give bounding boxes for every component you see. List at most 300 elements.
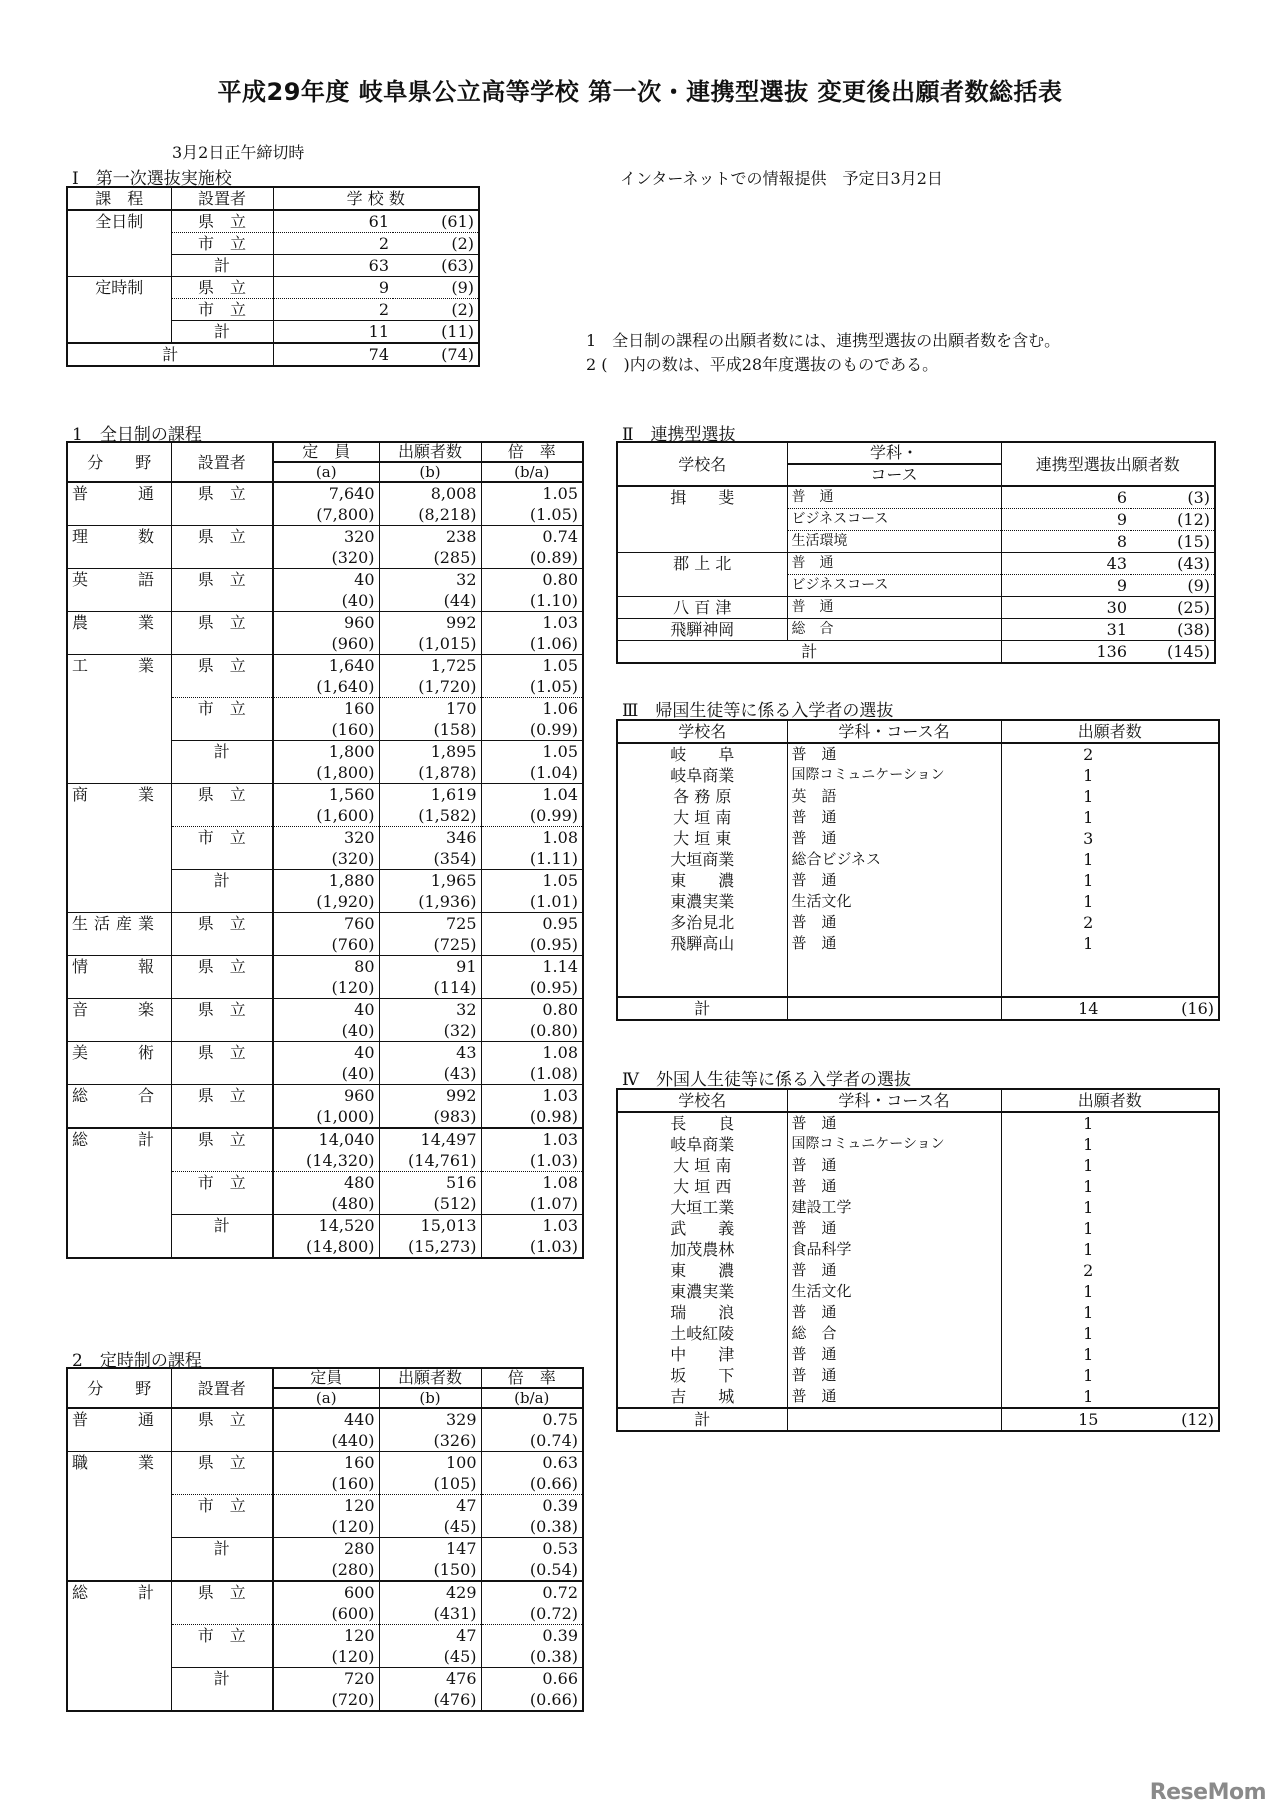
count-cell: 1: [1001, 1365, 1175, 1386]
count-cell: 63: [273, 255, 393, 277]
parttime-header-cap-sub: (a): [273, 1388, 379, 1408]
prev-count-cell: (15): [1131, 531, 1215, 553]
dept-cell: 普 通: [787, 743, 1001, 765]
table-row: [617, 807, 1219, 828]
field-cell: 工 業: [67, 655, 171, 784]
count-spacer: [1175, 1323, 1219, 1344]
count-spacer: [1175, 849, 1219, 870]
capacity-cell: 280: [273, 1538, 379, 1560]
field-cell: 職 業: [67, 1452, 171, 1582]
count-cell: 2: [273, 299, 393, 321]
prev-ratio-cell: (0.72): [481, 1603, 583, 1625]
school-cell: 八 百 津: [617, 597, 787, 619]
ratio-cell: 1.05: [481, 482, 583, 504]
prev-ratio-cell: (0.89): [481, 547, 583, 569]
applicants-cell: 992: [379, 612, 481, 634]
capacity-cell: 320: [273, 827, 379, 849]
field-cell: 英 語: [67, 569, 171, 612]
capacity-cell: 7,640: [273, 482, 379, 504]
note-2: 2 ( )内の数は、平成28年度選抜のものである。: [586, 355, 939, 374]
dept-cell: 国際コミュニケーション: [787, 765, 1001, 786]
total-count: 74: [273, 343, 393, 366]
ratio-cell: 0.95: [481, 913, 583, 935]
ratio-cell: 0.39: [481, 1495, 583, 1517]
table-row: [67, 999, 583, 1021]
gaikoku-header-count: 出願者数: [1001, 1089, 1219, 1112]
count-spacer: [1175, 933, 1219, 954]
capacity-cell: 120: [273, 1495, 379, 1517]
school-cell: 武 義: [670, 1219, 735, 1238]
schools-table: [66, 186, 480, 367]
capacity-cell: 440: [273, 1408, 379, 1430]
capacity-cell: 40: [273, 999, 379, 1021]
school-cell: 岐 阜: [670, 745, 735, 764]
ratio-cell: 1.03: [481, 1215, 583, 1237]
owner-cell: 県 立: [171, 655, 273, 698]
count-cell: 1: [1001, 933, 1175, 954]
dept-cell: 総 合: [787, 1323, 1001, 1344]
prev-count-cell: (3): [1187, 488, 1211, 507]
count-spacer: [1175, 1134, 1219, 1155]
fulltime-header-owner: 設置者: [171, 442, 273, 482]
prev-applicants-cell: (45): [379, 1646, 481, 1668]
kikoku-header-dept: 学科・コース名: [787, 720, 1001, 743]
field-cell: 生活産業: [67, 913, 171, 956]
fulltime-header-cap: 定 員: [273, 442, 379, 462]
fulltime-header-ratio: 倍 率: [481, 442, 583, 462]
table-row: [617, 1302, 1219, 1323]
count-cell: 2: [1001, 912, 1175, 933]
course-cell: 全日制: [95, 212, 144, 231]
owner-cell: 計: [171, 255, 273, 277]
owner-cell: 県 立: [171, 569, 273, 612]
applicants-cell: 8,008: [379, 482, 481, 504]
owner-cell: 県 立: [171, 956, 273, 999]
parttime-header-app-sub: (b): [379, 1388, 481, 1408]
school-cell: 飛騨神岡: [617, 619, 787, 641]
applicants-cell: 429: [379, 1581, 481, 1603]
count-spacer: [1175, 1365, 1219, 1386]
deadline-note: 3月2日正午締切時: [172, 143, 305, 162]
prev-count-cell: (9): [1131, 575, 1215, 597]
count-cell: 3: [1001, 828, 1175, 849]
applicants-cell: 1,965: [379, 870, 481, 892]
field-cell: 商 業: [67, 784, 171, 913]
applicants-cell: 100: [379, 1452, 481, 1474]
count-cell: 1: [1001, 870, 1175, 891]
capacity-cell: 40: [273, 569, 379, 591]
prev-ratio-cell: (1.06): [481, 633, 583, 655]
capacity-cell: 960: [273, 1085, 379, 1107]
owner-cell: 市 立: [171, 299, 273, 321]
capacity-cell: 14,040: [273, 1128, 379, 1150]
applicants-cell: 1,619: [379, 784, 481, 806]
applicants-cell: 1,895: [379, 741, 481, 763]
capacity-cell: 600: [273, 1581, 379, 1603]
header-owner: 設置者: [171, 187, 273, 210]
dept-cell: 普 通: [787, 828, 1001, 849]
prev-ratio-cell: (0.38): [481, 1516, 583, 1538]
count-cell: 1: [1001, 1386, 1175, 1408]
ratio-cell: 1.08: [481, 1172, 583, 1194]
count-spacer: [1175, 1344, 1219, 1365]
count-spacer: [1175, 786, 1219, 807]
prev-count-cell: (9): [393, 277, 479, 299]
count-cell: 1: [1001, 1323, 1175, 1344]
table-row: [617, 619, 1215, 641]
total-row: [617, 997, 1219, 1020]
table-row: [617, 1218, 1219, 1239]
school-cell: 大垣工業: [670, 1198, 735, 1217]
count-cell: 1: [1001, 1218, 1175, 1239]
owner-cell: 市 立: [171, 233, 273, 255]
count-spacer: [1175, 1239, 1219, 1260]
prev-capacity-cell: (320): [273, 547, 379, 569]
total-prev-count: (74): [393, 343, 479, 366]
dept-cell: 建設工学: [787, 1197, 1001, 1218]
count-cell: 9: [1001, 509, 1131, 531]
table-row: [617, 743, 1219, 765]
owner-cell: 県 立: [171, 1581, 273, 1625]
count-cell: 1: [1001, 1134, 1175, 1155]
owner-cell: 県 立: [171, 210, 273, 233]
dept-cell: 生活文化: [787, 1281, 1001, 1302]
prev-ratio-cell: (0.80): [481, 1020, 583, 1042]
blank-cell: [1001, 975, 1175, 997]
count-cell: 9: [273, 277, 393, 299]
ratio-cell: 0.53: [481, 1538, 583, 1560]
school-cell: 吉 城: [670, 1387, 735, 1406]
ratio-cell: 1.05: [481, 741, 583, 763]
prev-count-cell: (63): [393, 255, 479, 277]
count-cell: 2: [273, 233, 393, 255]
table-row: [67, 1085, 583, 1107]
prev-capacity-cell: (120): [273, 1516, 379, 1538]
parttime-header-app: 出願者数: [379, 1368, 481, 1388]
blank-cell: [787, 975, 1001, 997]
table-row: [617, 933, 1219, 954]
count-spacer: [1175, 1218, 1219, 1239]
prev-applicants-cell: (1,936): [379, 891, 481, 913]
blank-cell: [617, 954, 787, 975]
prev-capacity-cell: (1,920): [273, 891, 379, 913]
dept-cell: 普 通: [787, 1260, 1001, 1281]
table-row: [617, 828, 1219, 849]
total-row: [67, 343, 479, 366]
applicants-cell: 992: [379, 1085, 481, 1107]
kikoku-header-school: 学校名: [678, 722, 727, 741]
internet-note: インターネットでの情報提供 予定日3月2日: [620, 169, 943, 188]
count-spacer: [1175, 1176, 1219, 1197]
field-cell: 総 計: [67, 1581, 171, 1711]
prev-capacity-cell: (720): [273, 1689, 379, 1711]
table-row: [617, 954, 1219, 975]
count-cell: 1: [1001, 1155, 1175, 1176]
table-row: [617, 486, 1215, 509]
prev-ratio-cell: (0.54): [481, 1559, 583, 1581]
renkei-header-count: 連携型選抜出願者数: [1001, 442, 1215, 486]
table-row: [67, 956, 583, 978]
ratio-cell: 0.63: [481, 1452, 583, 1474]
kikoku-title: Ⅲ 帰国生徒等に係る入学者の選抜: [622, 701, 894, 721]
owner-cell: 計: [171, 1668, 273, 1712]
dept-cell: 普 通: [787, 486, 1001, 509]
count-cell: 61: [273, 210, 393, 233]
count-cell: 6: [1001, 486, 1131, 509]
dept-cell: 食品科学: [787, 1239, 1001, 1260]
count-cell: 1: [1001, 1344, 1175, 1365]
total-prev-count: (12): [1175, 1408, 1219, 1431]
prev-applicants-cell: (725): [379, 934, 481, 956]
fulltime-header-app: 出願者数: [379, 442, 481, 462]
applicants-cell: 725: [379, 913, 481, 935]
school-cell: 東 濃: [670, 871, 735, 890]
owner-cell: 県 立: [171, 784, 273, 827]
table-row: [617, 1386, 1219, 1408]
dept-cell: 普 通: [787, 1365, 1001, 1386]
ratio-cell: 1.05: [481, 655, 583, 677]
school-cell: 瑞 浪: [670, 1303, 735, 1322]
prev-count-cell: (12): [1131, 509, 1215, 531]
count-spacer: [1175, 1260, 1219, 1281]
blank-cell: [1175, 954, 1219, 975]
prev-count-cell: (2): [393, 233, 479, 255]
parttime-title: 2 定時制の課程: [72, 1351, 202, 1371]
dept-cell: 普 通: [787, 597, 1001, 619]
prev-capacity-cell: (40): [273, 1063, 379, 1085]
dept-cell: 生活環境: [787, 531, 1001, 553]
field-cell: 総 計: [67, 1128, 171, 1258]
prev-ratio-cell: (0.66): [481, 1473, 583, 1495]
ratio-cell: 1.08: [481, 827, 583, 849]
prev-count-cell: (61): [441, 212, 474, 231]
capacity-cell: 160: [273, 1452, 379, 1474]
school-cell: 土岐紅陵: [670, 1324, 735, 1343]
blank-cell: [617, 975, 787, 997]
count-cell: 1: [1001, 765, 1175, 786]
table-row: [617, 1260, 1219, 1281]
field-cell: 情 報: [67, 956, 171, 999]
field-cell: 普 通: [72, 1410, 161, 1429]
prev-applicants-cell: (105): [379, 1473, 481, 1495]
applicants-cell: 1,725: [379, 655, 481, 677]
school-cell: 岐阜商業: [670, 766, 735, 785]
owner-cell: 県 立: [171, 277, 273, 299]
owner-cell: 県 立: [171, 612, 273, 655]
prev-capacity-cell: (120): [273, 1646, 379, 1668]
count-spacer: [1175, 1112, 1219, 1134]
prev-ratio-cell: (0.66): [481, 1689, 583, 1711]
blank-cell: [1175, 975, 1219, 997]
owner-cell: 県 立: [171, 482, 273, 526]
owner-cell: 県 立: [171, 913, 273, 956]
school-cell: 大 垣 南: [673, 1156, 732, 1175]
total-blank: [787, 997, 1001, 1020]
renkei-header-dept-2: コース: [787, 464, 1001, 486]
gaikoku-title: Ⅳ 外国人生徒等に係る入学者の選抜: [622, 1070, 911, 1090]
applicants-cell: 14,497: [379, 1128, 481, 1150]
count-spacer: [1175, 1197, 1219, 1218]
table-row: [67, 913, 583, 935]
table-row: [67, 210, 479, 233]
count-cell: 1: [1001, 891, 1175, 912]
count-cell: 1: [1001, 1281, 1175, 1302]
prev-capacity-cell: (160): [273, 1473, 379, 1495]
ratio-cell: 0.75: [481, 1408, 583, 1430]
field-cell: 音 楽: [67, 999, 171, 1042]
prev-capacity-cell: (14,800): [273, 1236, 379, 1258]
gaikoku-header-school: 学校名: [678, 1091, 727, 1110]
fulltime-header-ratio-sub: (b/a): [481, 462, 583, 482]
total-label: 計: [617, 997, 787, 1020]
school-cell: 坂 下: [670, 1366, 735, 1385]
prev-ratio-cell: (1.08): [481, 1063, 583, 1085]
dept-cell: 英 語: [787, 786, 1001, 807]
count-cell: 1: [1001, 807, 1175, 828]
owner-cell: 県 立: [171, 1128, 273, 1172]
total-count: 136: [1001, 641, 1131, 664]
dept-cell: 普 通: [787, 1155, 1001, 1176]
prev-count-cell: (38): [1131, 619, 1215, 641]
field-cell: 普 通: [72, 484, 161, 503]
prev-capacity-cell: (1,800): [273, 762, 379, 784]
prev-ratio-cell: (1.01): [481, 891, 583, 913]
dept-cell: 普 通: [787, 1218, 1001, 1239]
school-cell: 長 良: [670, 1114, 735, 1133]
capacity-cell: 160: [273, 698, 379, 720]
owner-cell: 市 立: [171, 1625, 273, 1668]
count-spacer: [1175, 870, 1219, 891]
table-row: [617, 1239, 1219, 1260]
prev-applicants-cell: (8,218): [379, 504, 481, 526]
ratio-cell: 0.72: [481, 1581, 583, 1603]
total-count: 14: [1001, 997, 1175, 1020]
kikoku-header-count: 出願者数: [1001, 720, 1219, 743]
owner-cell: 市 立: [171, 698, 273, 741]
school-cell: 東 濃: [670, 1261, 735, 1280]
total-blank: [787, 1408, 1001, 1431]
prev-ratio-cell: (0.38): [481, 1646, 583, 1668]
prev-applicants-cell: (1,720): [379, 676, 481, 698]
school-cell: 飛騨高山: [670, 934, 735, 953]
parttime-header-cap: 定員: [273, 1368, 379, 1388]
applicants-cell: 15,013: [379, 1215, 481, 1237]
prev-ratio-cell: (0.74): [481, 1430, 583, 1452]
field-cell: 美 術: [67, 1042, 171, 1085]
capacity-cell: 1,560: [273, 784, 379, 806]
applicants-cell: 47: [379, 1625, 481, 1647]
dept-cell: 普 通: [787, 870, 1001, 891]
total-row: [617, 641, 1215, 664]
total-label: 計: [617, 1408, 787, 1431]
total-label: 計: [67, 343, 273, 366]
ratio-cell: 1.14: [481, 956, 583, 978]
prev-capacity-cell: (280): [273, 1559, 379, 1581]
count-cell: 9: [1001, 575, 1131, 597]
applicants-cell: 170: [379, 698, 481, 720]
header-count: 学 校 数: [273, 187, 479, 210]
prev-applicants-cell: (983): [379, 1106, 481, 1128]
table-row: [617, 870, 1219, 891]
owner-cell: 県 立: [171, 1452, 273, 1495]
page-title: 平成29年度 岐阜県公立高等学校 第一次・連携型選抜 変更後出願者数総括表: [217, 78, 1063, 106]
table-row: [617, 597, 1215, 619]
field-cell: 理 数: [67, 526, 171, 569]
count-spacer: [1175, 1281, 1219, 1302]
count-cell: 11: [273, 321, 393, 344]
dept-cell: 普 通: [787, 933, 1001, 954]
count-cell: 2: [1001, 743, 1175, 765]
table-row: [617, 1281, 1219, 1302]
count-cell: 1: [1001, 1176, 1175, 1197]
prev-applicants-cell: (285): [379, 547, 481, 569]
prev-applicants-cell: (431): [379, 1603, 481, 1625]
prev-applicants-cell: (32): [379, 1020, 481, 1042]
prev-ratio-cell: (0.95): [481, 977, 583, 999]
table-row: [67, 569, 583, 591]
prev-ratio-cell: (0.99): [481, 805, 583, 827]
table-row: [617, 1197, 1219, 1218]
table-row: [617, 912, 1219, 933]
prev-applicants-cell: (43): [379, 1063, 481, 1085]
prev-applicants-cell: (1,015): [379, 633, 481, 655]
table-row: [617, 553, 1215, 575]
table-row: [617, 849, 1219, 870]
ratio-cell: 0.80: [481, 999, 583, 1021]
count-cell: 43: [1001, 553, 1131, 575]
prev-count-cell: (2): [393, 299, 479, 321]
prev-ratio-cell: (0.99): [481, 719, 583, 741]
count-spacer: [1175, 912, 1219, 933]
course-cell: 定時制: [67, 277, 171, 344]
ratio-cell: 0.80: [481, 569, 583, 591]
ratio-cell: 0.66: [481, 1668, 583, 1690]
owner-cell: 計: [171, 1215, 273, 1259]
table-row: [67, 1408, 583, 1430]
prev-applicants-cell: (1,582): [379, 805, 481, 827]
prev-capacity-cell: (1,000): [273, 1106, 379, 1128]
ratio-cell: 1.05: [481, 870, 583, 892]
parttime-header-field: 分 野: [87, 1378, 152, 1398]
table-row: [67, 526, 583, 548]
applicants-cell: 43: [379, 1042, 481, 1064]
prev-capacity-cell: (40): [273, 590, 379, 612]
dept-cell: 総合ビジネス: [787, 849, 1001, 870]
count-spacer: [1175, 1155, 1219, 1176]
school-cell: 大垣商業: [670, 850, 735, 869]
capacity-cell: 760: [273, 913, 379, 935]
table-row: [617, 765, 1219, 786]
table-row: [67, 612, 583, 634]
total-prev-count: (145): [1131, 641, 1215, 664]
ratio-cell: 1.03: [481, 1085, 583, 1107]
table-row: [67, 1128, 583, 1150]
count-spacer: [1175, 1386, 1219, 1408]
renkei-title: Ⅱ 連携型選抜: [622, 425, 736, 445]
owner-cell: 計: [171, 870, 273, 913]
dept-cell: 総 合: [787, 619, 1001, 641]
capacity-cell: 960: [273, 612, 379, 634]
dept-cell: 国際コミュニケーション: [787, 1134, 1001, 1155]
ratio-cell: 1.03: [481, 1128, 583, 1150]
capacity-cell: 480: [273, 1172, 379, 1194]
prev-capacity-cell: (1,640): [273, 676, 379, 698]
school-cell: 東濃実業: [670, 892, 735, 911]
prev-applicants-cell: (45): [379, 1516, 481, 1538]
applicants-cell: 516: [379, 1172, 481, 1194]
table-row: [67, 1452, 583, 1474]
prev-count-cell: (11): [393, 321, 479, 344]
